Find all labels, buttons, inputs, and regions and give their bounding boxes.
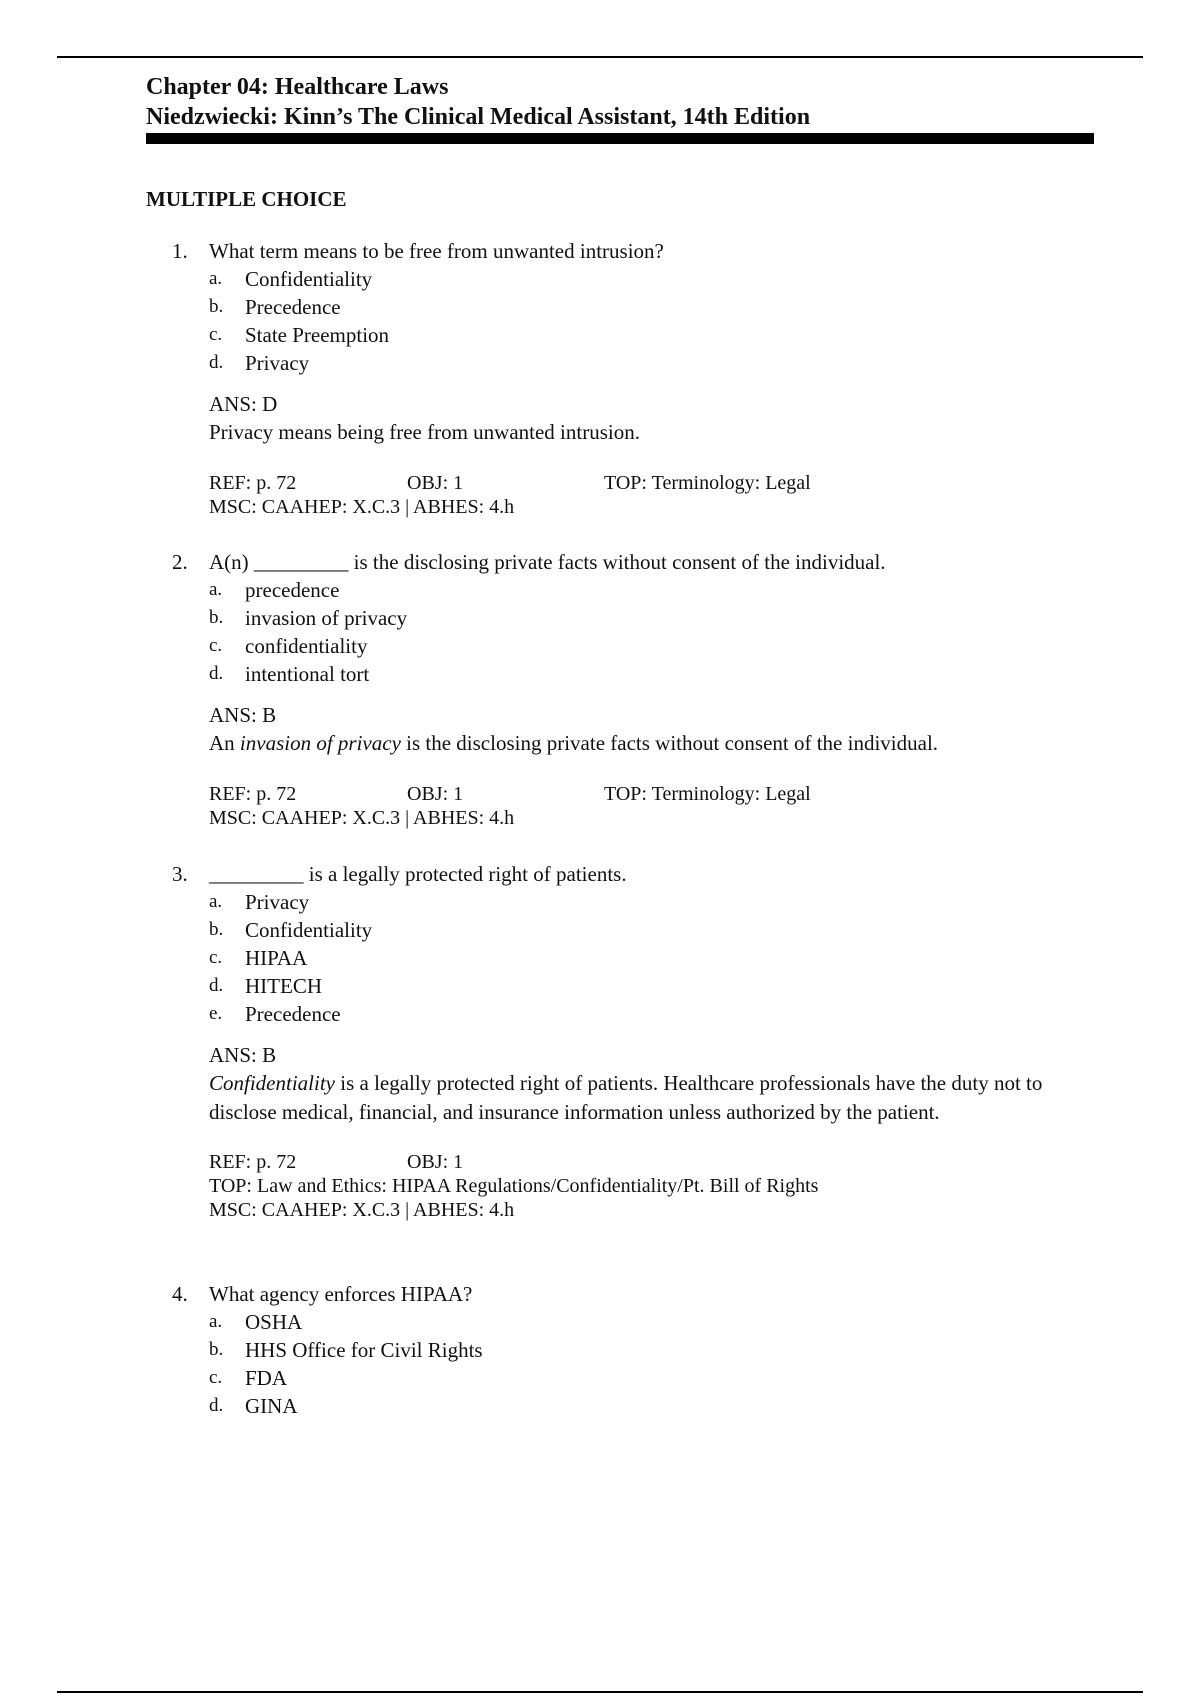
answer-block — [209, 390, 1102, 447]
top-field: TOP: Terminology: Legal — [604, 782, 811, 805]
option-b: b. HHS Office for Civil Rights — [209, 1338, 483, 1362]
option-a: a. Privacy — [209, 890, 310, 914]
ref-field: REF: p. 72 — [209, 782, 297, 805]
msc-field: MSC: CAAHEP: X.C.3 | ABHES: 4.h — [209, 495, 515, 518]
question-number: 3. — [172, 862, 188, 886]
option-list — [209, 1308, 1102, 1420]
option-c: c. FDA — [209, 1366, 288, 1390]
option-c: c. HIPAA — [209, 946, 308, 970]
option-c: c. State Preemption — [209, 323, 390, 347]
option-b: b. Confidentiality — [209, 918, 373, 942]
book-title: Niedzwiecki: Kinn’s The Clinical Medical Assistant, 14th Edition — [146, 104, 811, 130]
question-2 — [172, 548, 1102, 830]
section-heading: MULTIPLE CHOICE — [146, 187, 347, 211]
question-text: What agency enforces HIPAA? — [209, 1282, 473, 1306]
question-4 — [172, 1280, 1102, 1420]
answer-block — [209, 1041, 1102, 1126]
option-a: a. OSHA — [209, 1310, 303, 1334]
header-underline-bar — [146, 133, 1094, 144]
option-d: d. Privacy — [209, 351, 310, 375]
obj-field: OBJ: 1 — [407, 782, 464, 805]
answer-key: ANS: B — [209, 703, 277, 727]
chapter-title: Chapter 04: Healthcare Laws — [146, 74, 449, 100]
question-1 — [172, 237, 1102, 519]
emphasized-term: Confidentiality — [209, 1071, 335, 1095]
question-text: A(n) _________ is the disclosing private facts without consent of the individual. — [209, 550, 886, 574]
option-list — [209, 576, 1102, 688]
option-d: d. HITECH — [209, 974, 322, 998]
answer-block — [209, 701, 1102, 758]
answer-rationale: An invasion of privacy is the disclosing private facts without consent of the individual. — [209, 731, 939, 755]
option-a: a. Confidentiality — [209, 267, 373, 291]
question-text: _________ is a legally protected right of patients. — [209, 862, 627, 886]
question-number: 4. — [172, 1282, 188, 1306]
option-list — [209, 265, 1102, 377]
question-metadata — [209, 471, 1102, 519]
option-a: a. precedence — [209, 578, 340, 602]
ref-field: REF: p. 72 — [209, 471, 297, 494]
msc-field: MSC: CAAHEP: X.C.3 | ABHES: 4.h — [209, 806, 515, 829]
option-d: d. intentional tort — [209, 662, 370, 686]
option-b: b. invasion of privacy — [209, 606, 408, 630]
answer-rationale: Privacy means being free from unwanted intrusion. — [209, 420, 640, 444]
option-list — [209, 888, 1102, 1028]
top-field: TOP: Terminology: Legal — [604, 471, 811, 494]
question-text: What term means to be free from unwanted intrusion? — [209, 239, 664, 263]
answer-key: ANS: D — [209, 392, 278, 416]
option-b: b. Precedence — [209, 295, 341, 319]
question-number: 2. — [172, 550, 188, 574]
msc-field: MSC: CAAHEP: X.C.3 | ABHES: 4.h — [209, 1199, 515, 1221]
answer-key: ANS: B — [209, 1043, 277, 1067]
question-number: 1. — [172, 239, 188, 263]
question-3 — [172, 860, 1102, 1222]
ref-field: REF: p. 72 — [209, 1151, 297, 1173]
bottom-rule — [57, 1691, 1143, 1693]
answer-rationale: Confidentiality is a legally protected right of patients. Healthcare professionals have the duty not to disclose medical, financial, and insurance information unless authorized by the patient. — [209, 1071, 1043, 1124]
question-metadata — [209, 782, 1102, 830]
option-c: c. confidentiality — [209, 634, 368, 658]
obj-field: OBJ: 1 — [407, 471, 464, 494]
document-header — [146, 72, 1096, 132]
top-field: TOP: Law and Ethics: HIPAA Regulations/Confidentiality/Pt. Bill of Rights — [209, 1175, 819, 1197]
top-rule — [57, 56, 1143, 58]
option-d: d. GINA — [209, 1394, 298, 1418]
option-e: e. Precedence — [209, 1002, 341, 1026]
obj-field: OBJ: 1 — [407, 1151, 464, 1173]
emphasized-term: invasion of privacy — [239, 731, 401, 755]
question-metadata — [209, 1150, 1102, 1222]
